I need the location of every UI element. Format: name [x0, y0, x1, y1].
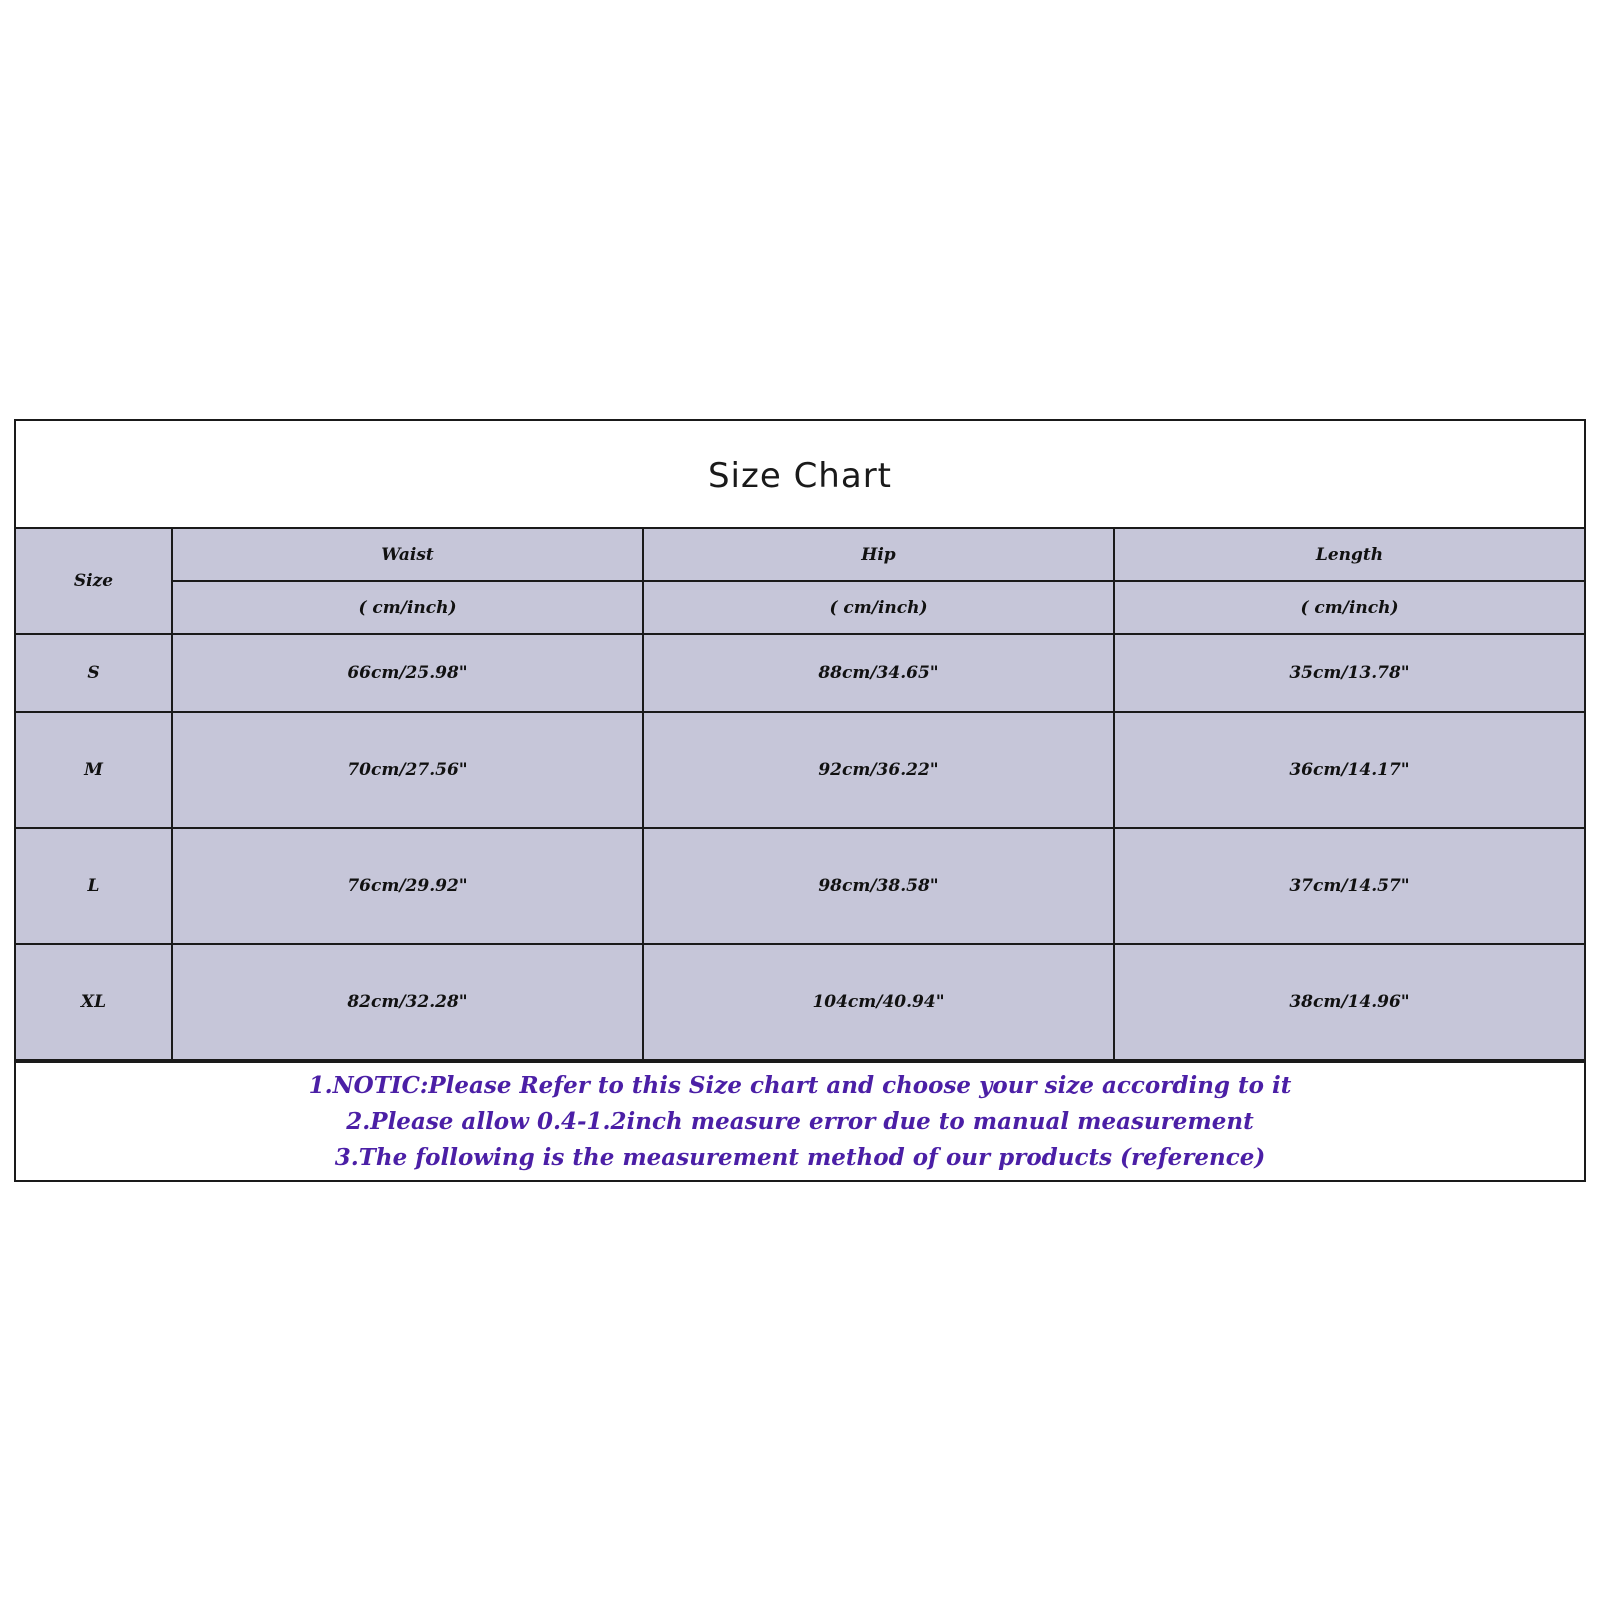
length-cell: 37cm/14.57" [1114, 828, 1584, 944]
hip-cell: 104cm/40.94" [643, 944, 1114, 1060]
length-header: Length [1114, 529, 1584, 581]
hip-header: Hip [643, 529, 1114, 581]
size-cell: S [16, 634, 172, 712]
unit-row [16, 581, 1584, 634]
table-row [16, 944, 1584, 1060]
size-table [16, 529, 1584, 1061]
header-row [16, 529, 1584, 581]
waist-unit: ( cm/inch) [172, 581, 643, 634]
chart-title: Size Chart [707, 456, 893, 496]
size-cell: M [16, 712, 172, 828]
length-cell: 36cm/14.17" [1114, 712, 1584, 828]
size-cell: L [16, 828, 172, 944]
waist-cell: 70cm/27.56" [172, 712, 643, 828]
table-row [16, 828, 1584, 944]
size-chart-frame [14, 419, 1586, 1182]
length-cell: 38cm/14.96" [1114, 944, 1584, 1060]
table-row [16, 634, 1584, 712]
waist-cell: 76cm/29.92" [172, 828, 643, 944]
note-line-1: 1.NOTIC:Please Refer to this Size chart and choose your size according to it [308, 1071, 1292, 1099]
size-cell: XL [16, 944, 172, 1060]
title-bar [16, 421, 1584, 529]
waist-header: Waist [172, 529, 643, 581]
waist-cell: 66cm/25.98" [172, 634, 643, 712]
hip-unit: ( cm/inch) [643, 581, 1114, 634]
table-row [16, 712, 1584, 828]
hip-cell: 92cm/36.22" [643, 712, 1114, 828]
note-line-3: 3.The following is the measurement method of our products (reference) [334, 1143, 1266, 1171]
length-unit: ( cm/inch) [1114, 581, 1584, 634]
hip-cell: 98cm/38.58" [643, 828, 1114, 944]
hip-cell: 88cm/34.65" [643, 634, 1114, 712]
note-line-2: 2.Please allow 0.4-1.2inch measure error due to manual measurement [346, 1107, 1254, 1135]
waist-cell: 82cm/32.28" [172, 944, 643, 1060]
length-cell: 35cm/13.78" [1114, 634, 1584, 712]
size-header: Size [16, 529, 172, 634]
notes-section [16, 1061, 1584, 1180]
